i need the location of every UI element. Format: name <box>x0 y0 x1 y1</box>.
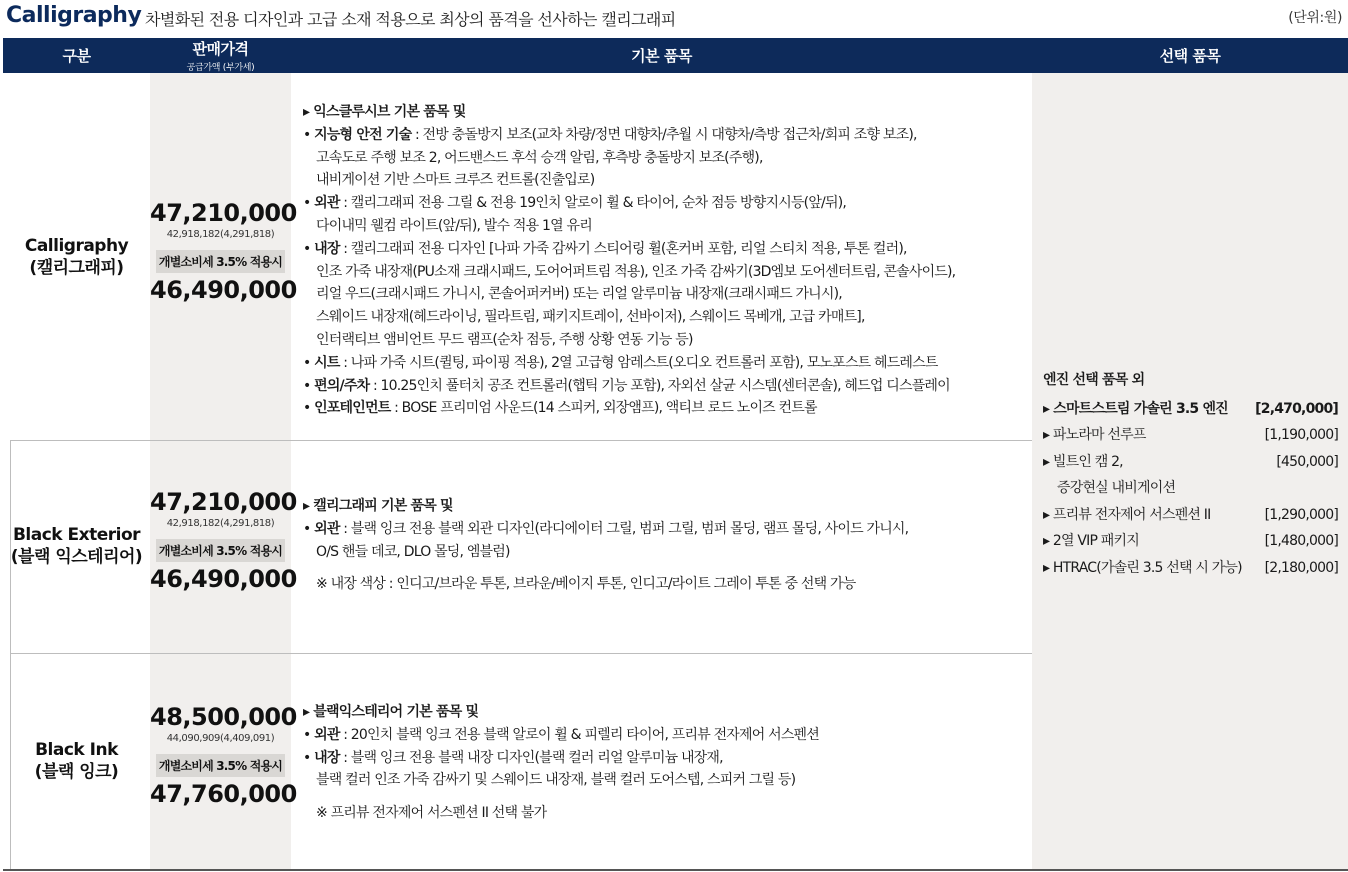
tagline: 차별화된 전용 디자인과 고급 소재 적용으로 최상의 품격을 선사하는 캘리그래피 <box>145 10 676 29</box>
price-main: 48,500,000 <box>150 703 297 731</box>
price-tax: 47,760,000 <box>150 780 297 808</box>
item-interior: • 내장 : 블랙 잉크 전용 블랙 내장 디자인(블랙 컬러 리얼 알루미늄 내장재, <box>303 749 723 766</box>
base-items-black-exterior: ▸ 캘리그래피 기본 품목 및 • 외관 : 블랙 잉크 전용 블랙 외관 디자인(라디에이터 그릴, 범퍼 그릴, 범퍼 몰딩, 램프 몰딩, 사이드 가니시, O/S 핸들 데코, DLO 몰딩, 엠블럼) ※ 내장 색상 : 인디고/브라운 투톤, 브라운/베이지 투톤, 인디고/라이트 그레이 투톤 중 선택 가능 <box>303 495 1028 596</box>
items-head: ▸ 블랙익스테리어 기본 품목 및 <box>303 704 479 720</box>
column-header-base: 기본 품목 <box>631 47 692 65</box>
tax-badge: 개별소비세 3.5% 적용시 <box>156 250 285 273</box>
price-main: 47,210,000 <box>150 199 297 227</box>
column-header-price-sub: 공급가액 (부가세) <box>186 63 255 73</box>
option-item: ▸ HTRAC(가솔린 3.5 선택 시 가능) [2,180,000] <box>1043 559 1338 576</box>
base-items-calligraphy: ▸ 익스클루시브 기본 품목 및 • 지능형 안전 기술 : 전방 충돌방지 보조(교차 차량/정면 대향차/추월 시 대향차/측방 접근차/회피 조향 보조), 고속도로 주행 보조 2, 어드밴스드 후석 승객 알림, 후측방 충돌방지 보조(주행), 내비게이션 기반 스마트 크루즈 컨트롤(진출입로) • 외관 : 캘리그래피 전용 그릴 & 전용 19인치 알로이 휠 & 타이어, 순차 점등 방향지시등(앞/뒤), 다이내믹 웰컴 라이트(앞/뒤), 발수 적용 1열 유리 • 내장 : 캘리그래피 전용 디자인 [나파 가죽 감싸기 스티어링 휠(혼커버 포함, 리얼 스티치 적용, 투톤 컬러), 인조 가죽 내장재(PU소재 크래시패드, 도어어퍼트림 적용), 인조 가죽 감싸기(3D엠보 도어센터트림, 콘솔사이드), 리얼 우드(크래시패드 가니시, 콘솔어퍼커버) 또는 리얼 알루미늄 내장재(크래시패드 가니시), 스웨이드 내장재(헤드라이닝, 필라트림, 패키지트레이, 선바이저), 스웨이드 목베개, 고급 카매트], 인터랙티브 앰비언트 무드 램프(순차 점등, 주행 상황 연동 기능 등) • 시트 : 나파 가죽 시트(퀼팅, 파이핑 적용), 2열 고급형 암레스트(오디오 컨트롤러 포함), 모노포스트 헤드레스트 • 편의/주차 : 10.25인치 풀터치 공조 컨트롤러(햅틱 기능 포함), 자외선 살균 시스템(센터콘솔), 헤드업 디스플레이 • 인포테인먼트 : BOSE 프리미엄 사운드(14 스피커, 외장앰프), 액티브 로드 노이즈 컨트롤 <box>303 101 1028 420</box>
price-main: 47,210,000 <box>150 488 297 516</box>
tax-badge: 개별소비세 3.5% 적용시 <box>156 539 285 562</box>
option-item: ▸ 스마트스트림 가솔린 3.5 엔진 [2,470,000] <box>1043 400 1338 417</box>
price-supply: 44,090,909(4,409,091) <box>166 733 275 744</box>
price-black-ink <box>150 702 297 811</box>
item-seat: • 시트 : 나파 가죽 시트(퀼팅, 파이핑 적용), 2열 고급형 암레스트(오디오 컨트롤러 포함), 모노포스트 헤드레스트 <box>303 354 938 371</box>
row-divider <box>10 440 1032 441</box>
item-convenience: • 편의/주차 : 10.25인치 풀터치 공조 컨트롤러(햅틱 기능 포함), 자외선 살균 시스템(센터콘솔), 헤드업 디스플레이 <box>303 377 950 394</box>
price-calligraphy <box>150 198 297 307</box>
table-bottom-border <box>3 869 1348 871</box>
trim-name-black-ink: Black Ink (블랙 잉크) <box>34 740 119 782</box>
column-header-price: 판매가격 공급가액 (부가세) <box>186 40 255 73</box>
column-header-option: 선택 품목 <box>1159 47 1221 65</box>
column-header-category: 구분 <box>62 47 91 65</box>
left-border <box>10 440 11 870</box>
items-note: ※ 프리뷰 전자제어 서스펜션 II 선택 불가 <box>316 805 547 822</box>
brand-title: Calligraphy <box>6 3 142 28</box>
item-safety: • 지능형 안전 기술 : 전방 충돌방지 보조(교차 차량/정면 대향차/추월 시 대향차/측방 접근차/회피 조향 보조), <box>303 126 917 143</box>
option-item: ▸ 빌트인 캠 2, [450,000] <box>1043 453 1338 470</box>
option-list <box>1043 367 1338 581</box>
base-items-black-ink: ▸ 블랙익스테리어 기본 품목 및 • 외관 : 20인치 블랙 잉크 전용 블랙 알로이 휠 & 피렐리 타이어, 프리뷰 전자제어 서스펜션 • 내장 : 블랙 잉크 전용 블랙 내장 디자인(블랙 컬러 리얼 알루미늄 내장재, 블랙 컬러 인조 가죽 감싸기 및 스웨이드 내장재, 블랙 컬러 도어스텝, 스피커 그릴 등) ※ 프리뷰 전자제어 서스펜션 II 선택 불가 <box>303 701 1028 825</box>
row-divider <box>10 653 1032 654</box>
unit-label: (단위:원) <box>1288 10 1342 26</box>
price-tax: 46,490,000 <box>150 276 297 304</box>
option-item: ▸ 2열 VIP 패키지 [1,480,000] <box>1043 533 1338 549</box>
price-supply: 42,918,182(4,291,818) <box>166 229 275 240</box>
price-black-exterior <box>150 487 297 596</box>
price-tax: 46,490,000 <box>150 565 297 593</box>
items-note: ※ 내장 색상 : 인디고/브라운 투톤, 브라운/베이지 투톤, 인디고/라이트 그레이 투톤 중 선택 가능 <box>316 576 856 593</box>
item-exterior: • 외관 : 블랙 잉크 전용 블랙 외관 디자인(라디에이터 그릴, 범퍼 그릴, 범퍼 몰딩, 램프 몰딩, 사이드 가니시, <box>303 520 909 537</box>
option-head: 엔진 선택 품목 외 <box>1043 372 1145 388</box>
trim-name-calligraphy: Calligraphy (캘리그래피) <box>24 236 129 278</box>
option-item: ▸ 파노라마 선루프 [1,190,000] <box>1043 427 1338 443</box>
trim-name-black-exterior: Black Exterior (블랙 익스테리어) <box>10 525 143 567</box>
option-item: ▸ 프리뷰 전자제어 서스펜션 II [1,290,000] <box>1043 506 1338 523</box>
items-head: ▸ 캘리그래피 기본 품목 및 <box>303 498 453 514</box>
title-bar <box>0 0 1348 38</box>
item-exterior: • 외관 : 캘리그래피 전용 그릴 & 전용 19인치 알로이 휠 & 타이어, 순차 점등 방향지시등(앞/뒤), <box>303 195 847 212</box>
tax-badge: 개별소비세 3.5% 적용시 <box>156 754 285 777</box>
items-head: ▸ 익스클루시브 기본 품목 및 <box>303 104 466 120</box>
item-exterior: • 외관 : 20인치 블랙 잉크 전용 블랙 알로이 휠 & 피렐리 타이어, 프리뷰 전자제어 서스펜션 <box>303 726 820 743</box>
table-header <box>3 38 1348 73</box>
option-item-continued: 증강현실 내비게이션 <box>1057 480 1176 496</box>
item-infotainment: • 인포테인먼트 : BOSE 프리미엄 사운드(14 스피커, 외장앰프), 액티브 로드 노이즈 컨트롤 <box>303 400 817 417</box>
item-interior: • 내장 : 캘리그래피 전용 디자인 [나파 가죽 감싸기 스티어링 휠(혼커버 포함, 리얼 스티치 적용, 투톤 컬러), <box>303 240 907 257</box>
price-supply: 42,918,182(4,291,818) <box>166 518 275 529</box>
